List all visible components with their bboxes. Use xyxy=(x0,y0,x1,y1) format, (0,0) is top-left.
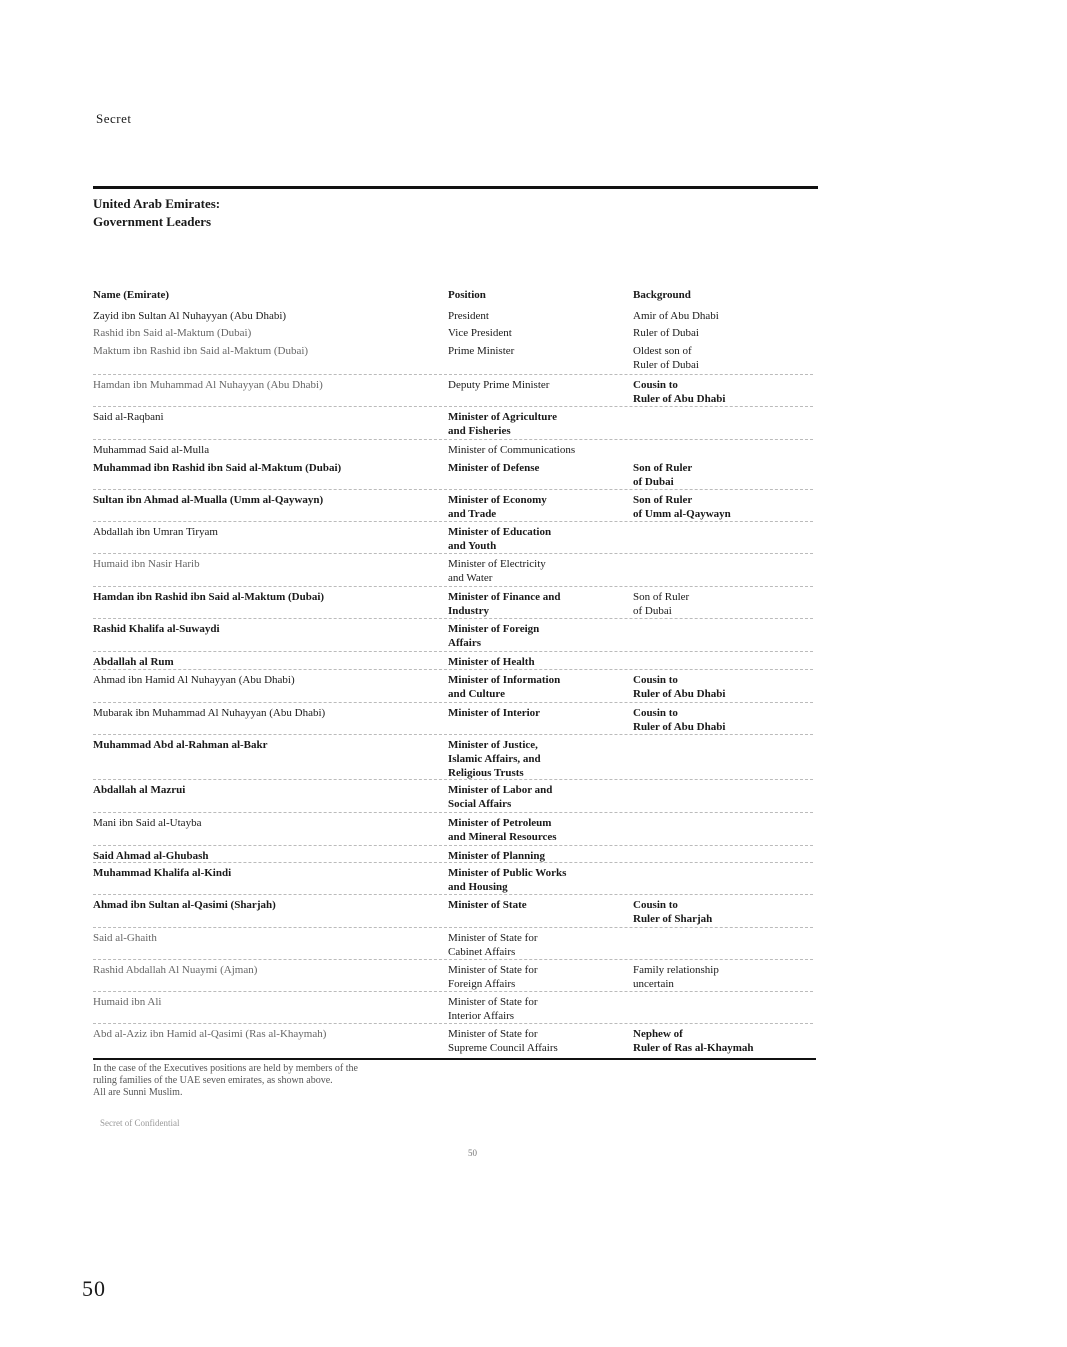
leader-background: Son of Ruler of Umm al-Qaywayn xyxy=(633,494,731,520)
leader-name: Rashid Khalifa al-Suwaydi xyxy=(93,623,220,635)
footnote-line-3: All are Sunni Muslim. xyxy=(93,1087,183,1098)
row-separator xyxy=(93,812,813,813)
leader-name: Zayid ibn Sultan Al Nuhayyan (Abu Dhabi) xyxy=(93,310,287,322)
column-header-position: Position xyxy=(448,289,486,301)
row-separator xyxy=(93,927,813,928)
leader-position: Minister of State for Interior Affairs xyxy=(448,996,538,1022)
row-separator xyxy=(93,521,813,522)
leader-name: Abd al-Aziz ibn Hamid al-Qasimi (Ras al-Khaymah) xyxy=(93,1028,327,1040)
leader-name: Hamdan ibn Rashid ibn Said al-Maktum (Dubai) xyxy=(93,591,325,603)
leader-name: Muhammad Abd al-Rahman al-Bakr xyxy=(93,739,268,751)
leader-name: Said al-Ghaith xyxy=(93,932,157,944)
row-separator xyxy=(93,618,813,619)
leader-position: Minister of Defense xyxy=(448,462,540,474)
footnote-line-1: In the case of the Executives positions are held by members of the xyxy=(93,1063,358,1074)
leader-name: Ahmad ibn Sultan al-Qasimi (Sharjah) xyxy=(93,899,276,911)
leader-position: Vice President xyxy=(448,327,512,339)
leader-position: Prime Minister xyxy=(448,345,515,357)
leader-name: Humaid ibn Ali xyxy=(93,996,162,1008)
row-separator xyxy=(93,669,813,670)
footer-center-page: 50 xyxy=(468,1148,477,1158)
row-separator xyxy=(93,406,813,407)
source-note: Secret of Confidential xyxy=(100,1118,180,1128)
row-separator xyxy=(93,734,813,735)
leader-name: Maktum ibn Rashid ibn Said al-Maktum (Dubai) xyxy=(93,345,309,357)
leader-name: Abdallah al Rum xyxy=(93,656,174,668)
leader-position: Minister of Planning xyxy=(448,850,545,862)
classification-marking: Secret xyxy=(96,111,132,126)
title-line-1: United Arab Emirates: xyxy=(93,196,221,211)
leader-background: Nephew of Ruler of Ras al-Khaymah xyxy=(633,1028,754,1054)
leader-name: Mani ibn Said al-Utayba xyxy=(93,817,202,829)
leader-position: Deputy Prime Minister xyxy=(448,379,550,391)
leader-name: Sultan ibn Ahmad al-Mualla (Umm al-Qaywayn) xyxy=(93,494,324,506)
leader-position: Minister of State xyxy=(448,899,527,911)
title-line-2: Government Leaders xyxy=(93,214,212,229)
row-separator xyxy=(93,586,813,587)
leader-background: Amir of Abu Dhabi xyxy=(633,310,719,322)
bottom-rule xyxy=(93,1058,816,1060)
column-header-name: Name (Emirate) xyxy=(93,289,170,301)
leader-position: Minister of Communications xyxy=(448,444,576,456)
leader-name: Said al-Raqbani xyxy=(93,411,164,423)
leader-position: Minister of Health xyxy=(448,656,535,668)
leader-name: Hamdan ibn Muhammad Al Nuhayyan (Abu Dhabi) xyxy=(93,379,323,391)
row-separator xyxy=(93,702,813,703)
row-separator xyxy=(93,991,813,992)
leader-background: Cousin to Ruler of Abu Dhabi xyxy=(633,707,726,733)
leader-name: Rashid ibn Said al-Maktum (Dubai) xyxy=(93,327,252,339)
leader-name: Muhammad Said al-Mulla xyxy=(93,444,210,456)
row-separator xyxy=(93,862,813,863)
leader-position: Minister of State for Cabinet Affairs xyxy=(448,932,538,958)
leader-position: Minister of Economy and Trade xyxy=(448,494,547,520)
row-separator xyxy=(93,779,813,780)
leader-background: Cousin to Ruler of Abu Dhabi xyxy=(633,379,726,405)
leader-background: Ruler of Dubai xyxy=(633,327,699,339)
leader-name: Mubarak ibn Muhammad Al Nuhayyan (Abu Dhabi) xyxy=(93,707,326,719)
leader-position: Minister of Public Works and Housing xyxy=(448,867,567,893)
column-header-background: Background xyxy=(633,289,691,301)
leader-position: Minister of Finance and Industry xyxy=(448,591,561,617)
leader-position: Minister of Foreign Affairs xyxy=(448,623,540,649)
leader-name: Ahmad ibn Hamid Al Nuhayyan (Abu Dhabi) xyxy=(93,674,295,686)
row-separator xyxy=(93,959,813,960)
row-separator xyxy=(93,553,813,554)
row-separator xyxy=(93,894,813,895)
leader-background: Oldest son of Ruler of Dubai xyxy=(633,345,699,371)
leader-position: Minister of Electricity and Water xyxy=(448,558,546,584)
row-separator xyxy=(93,489,813,490)
leader-background: Son of Ruler of Dubai xyxy=(633,462,693,488)
leader-position: Minister of Labor and Social Affairs xyxy=(448,784,553,810)
leader-position: Minister of Justice, Islamic Affairs, and Religious Trusts xyxy=(448,739,541,779)
leader-position: Minister of Petroleum and Mineral Resources xyxy=(448,817,557,843)
leader-background: Son of Ruler of Dubai xyxy=(633,591,690,617)
row-separator xyxy=(93,374,813,375)
page-number: 50 xyxy=(82,1276,106,1301)
leader-background: Family relationship uncertain xyxy=(633,964,719,990)
leader-name: Humaid ibn Nasir Harib xyxy=(93,558,200,570)
leader-name: Rashid Abdallah Al Nuaymi (Ajman) xyxy=(93,964,258,976)
row-separator xyxy=(93,845,813,846)
row-separator xyxy=(93,1023,813,1024)
footnotes xyxy=(93,1063,358,1099)
leader-background: Cousin to Ruler of Abu Dhabi xyxy=(633,674,726,700)
leader-name: Muhammad ibn Rashid ibn Said al-Maktum (Dubai) xyxy=(93,462,342,474)
leader-name: Abdallah al Mazrui xyxy=(93,784,186,796)
footnote-line-2: ruling families of the UAE seven emirates, as shown above. xyxy=(93,1075,333,1086)
row-separator xyxy=(93,439,813,440)
leader-name: Muhammad Khalifa al-Kindi xyxy=(93,867,232,879)
leader-background: Cousin to Ruler of Sharjah xyxy=(633,899,713,925)
leader-position: Minister of Agriculture and Fisheries xyxy=(448,411,557,437)
leader-position: Minister of Interior xyxy=(448,707,541,719)
leader-position: Minister of State for Foreign Affairs xyxy=(448,964,538,990)
leader-name: Said Ahmad al-Ghubash xyxy=(93,850,209,862)
leader-position: President xyxy=(448,310,489,322)
leader-name: Abdallah ibn Umran Tiryam xyxy=(93,526,218,538)
leader-position: Minister of Information and Culture xyxy=(448,674,561,700)
leader-position: Minister of State for Supreme Council Affairs xyxy=(448,1028,558,1054)
row-separator xyxy=(93,651,813,652)
leader-position: Minister of Education and Youth xyxy=(448,526,552,552)
